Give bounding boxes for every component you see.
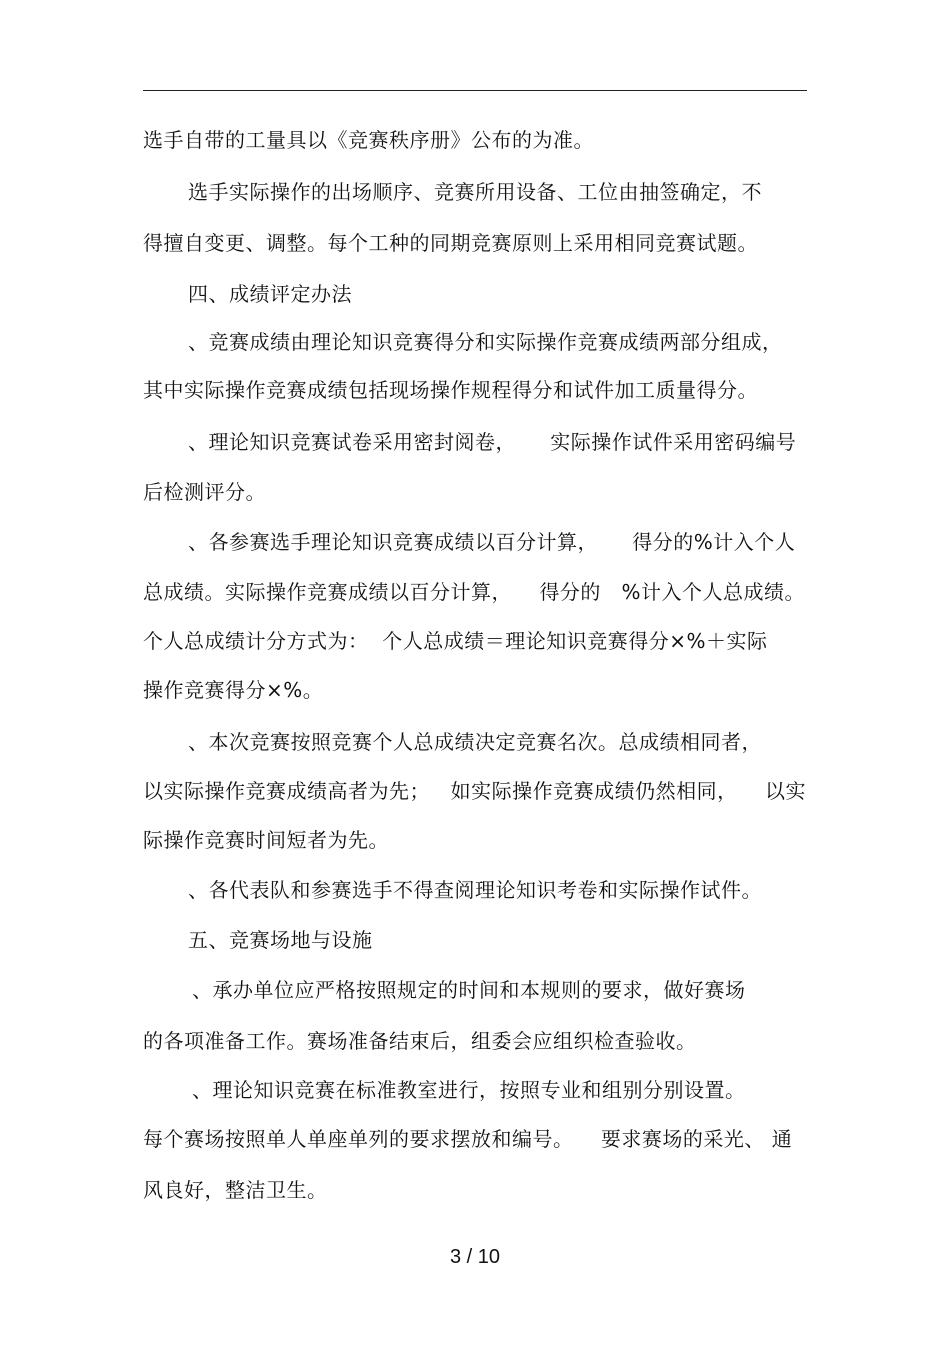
- text-line: 总成绩。实际操作竞赛成绩以百分计算， 得分的 %计入个人总成绩。: [143, 580, 806, 604]
- text-line: 其中实际操作竞赛成绩包括现场操作规程得分和试件加工质量得分。: [143, 378, 758, 402]
- text-line: 选手自带的工量具以《竞赛秩序册》公布的为准。: [143, 128, 594, 152]
- section-heading: 五、竞赛场地与设施: [188, 928, 373, 952]
- section-heading: 四、成绩评定办法: [188, 282, 352, 306]
- text-line: 选手实际操作的出场顺序、竞赛所用设备、工位由抽签确定，不: [188, 180, 762, 204]
- text-line: 、各代表队和参赛选手不得查阅理论知识考卷和实际操作试件。: [188, 878, 762, 902]
- header-rule: [143, 90, 807, 91]
- text-line: 、本次竞赛按照竞赛个人总成绩决定竞赛名次。总成绩相同者，: [188, 730, 762, 754]
- text-line: 得擅自变更、调整。每个工种的同期竞赛原则上采用相同竞赛试题。: [143, 231, 758, 255]
- text-line: 每个赛场按照单人单座单列的要求摆放和编号。 要求赛场的采光、 通: [143, 1127, 793, 1151]
- text-line: 际操作竞赛时间短者为先。: [143, 828, 389, 852]
- page-number: 3 / 10: [449, 1246, 501, 1268]
- text-line: 、承办单位应严格按照规定的时间和本规则的要求，做好赛场: [192, 978, 746, 1002]
- text-line: 的各项准备工作。赛场准备结束后，组委会应组织检查验收。: [143, 1029, 697, 1053]
- text-line: 个人总成绩计分方式为： 个人总成绩＝理论知识竞赛得分×%＋实际: [143, 629, 768, 653]
- text-line: 操作竞赛得分×%。: [143, 678, 324, 702]
- text-line: 后检测评分。: [143, 480, 266, 504]
- text-line: 、理论知识竞赛在标准教室进行，按照专业和组别分别设置。: [192, 1078, 746, 1102]
- text-line: 、竞赛成绩由理论知识竞赛得分和实际操作竞赛成绩两部分组成，: [188, 330, 783, 354]
- text-line: 以实际操作竞赛成绩高者为先； 如实际操作竞赛成绩仍然相同， 以实: [143, 779, 807, 803]
- text-line: 、理论知识竞赛试卷采用密封阅卷， 实际操作试件采用密码编号: [188, 430, 797, 454]
- text-line: 、各参赛选手理论知识竞赛成绩以百分计算， 得分的%计入个人: [188, 530, 796, 554]
- text-line: 风良好，整洁卫生。: [143, 1178, 328, 1202]
